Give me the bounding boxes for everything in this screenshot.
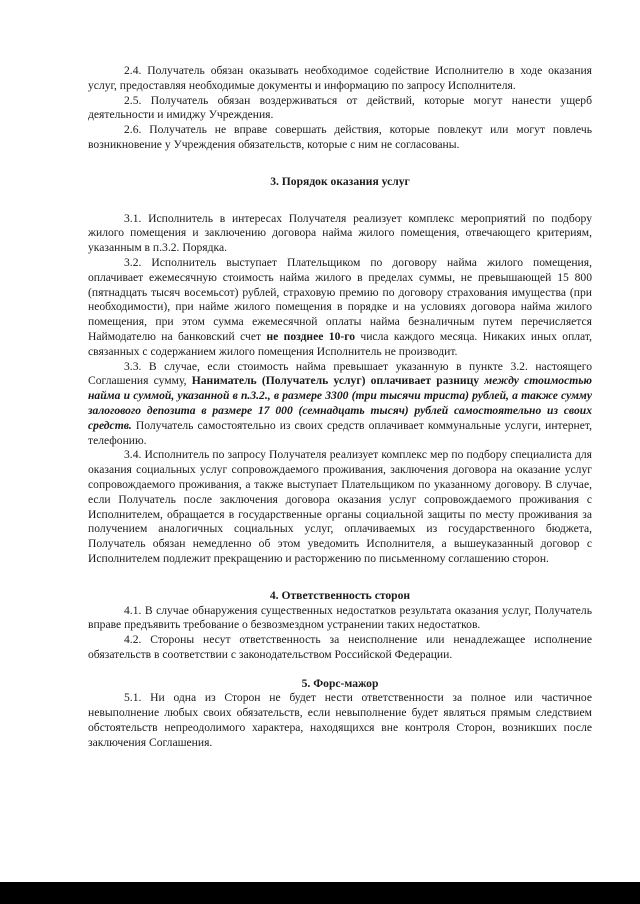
clause-3-4: 3.4. Исполнитель по запросу Получателя реализует комплекс мер по подбору специалиста для оказания социальных услуг сопровождаемого проживания, заключения договора на оказание услуг сопровождаемого проживания, а также выступает Плательщиком по указанному договору. В случае, если Получатель после заключения договора оказания услуг сопровождаемого проживания с Исполнителем, обращается в государственные органы социальной защиты по месту проживания за получением аналогичных социальных услуг, оплачиваемых из государственного бюджета, Получатель обязан немедленно об этом уведомить Исполнителя, а вышеуказанный договор с Исполнителем подлежит прекращению и расторжению по письменному соглашению сторон. <box>88 448 592 565</box>
clause-3-2-text: 3.2. Исполнитель выступает Плательщиком по договору найма жилого помещения, оплачивает ежемесячную стоимость найма жилого в пределах суммы, не превышающей 15 800 (пятнадцать тысяч восемьсот) рублей, страховую премию по договору страхования имущества (при необходимости), при найме жилого помещения в порядке и на условиях договора найма жилого помещения, при этом сумма ежемесячной оплаты найма безналичным путем перечисляется Наймодателю на банковский счет <box>88 255 592 343</box>
section-3-heading: 3. Порядок оказания услуг <box>270 174 410 188</box>
clause-3-2 <box>88 256 592 360</box>
clause-2-5: 2.5. Получатель обязан воздерживаться от действий, которые могут нанести ущерб деятельности и имиджу Учреждения. <box>88 93 592 122</box>
clause-3-3-bold-italic: между стоимостью найма и суммой, указанной в п.3.2., в размере 3300 (три тысячи триста) рублей, а также сумму залогового депозита в размере 17 000 (семнадцать тысяч) рублей самостоятельно из своих средств. <box>88 374 592 432</box>
clause-4-2: 4.2. Стороны несут ответственность за неисполнение или ненадлежащее исполнение обязательств в соответствии с законодательством Российской Федерации. <box>88 633 592 661</box>
section-5-heading: 5. Форс-мажор <box>301 676 379 690</box>
clause-3-3 <box>88 360 592 449</box>
clause-3-3-text: 3.3. В случае, если стоимость найма превышает указанную в пункте 3.2. настоящего Соглашения сумму, <box>88 359 592 388</box>
clause-3-3-bold: Наниматель (Получатель услуг) оплачивает разницу <box>191 374 480 388</box>
clause-3-1: 3.1. Исполнитель в интересах Получателя реализует комплекс мероприятий по подбору жилого помещения и заключению договора найма жилого помещения, отвечающего критериям, указанным в п.3.2. Порядка. <box>88 211 592 255</box>
clause-4-1: 4.1. В случае обнаружения существенных недостатков результата оказания услуг, Получатель вправе предъявить требование о безвозмездном устранении таких недостатков. <box>88 603 592 632</box>
section-4-heading: 4. Ответственность сторон <box>269 588 411 602</box>
scan-border <box>0 882 640 904</box>
document-page <box>88 64 592 751</box>
clause-5-1: 5.1. Ни одна из Сторон не будет нести ответственности за полное или частичное невыполнение любых своих обязательств, если невыполнение будет являться прямым следствием обстоятельств непреодолимого характера, находящихся вне контроля Сторон, возникших после заключения Соглашения. <box>88 691 592 749</box>
clause-3-3-text-end: Получатель самостоятельно из своих средств оплачивает коммунальные услуги, интернет, телефонию. <box>88 418 592 447</box>
clause-3-2-deadline: не позднее 10-го <box>266 329 356 343</box>
clause-2-4: 2.4. Получатель обязан оказывать необходимое содействие Исполнителю в ходе оказания услуг, предоставляя необходимые документы и информацию по запросу Исполнителя. <box>88 64 592 92</box>
clause-3-2-text-end: числа каждого месяца. Никаких иных оплат, связанных с содержанием жилого помещения Исполнитель не производит. <box>88 329 592 358</box>
clause-2-6: 2.6. Получатель не вправе совершать действия, которые повлекут или могут повлечь возникновение у Учреждения обязательств, которые с ним не согласованы. <box>88 123 592 151</box>
